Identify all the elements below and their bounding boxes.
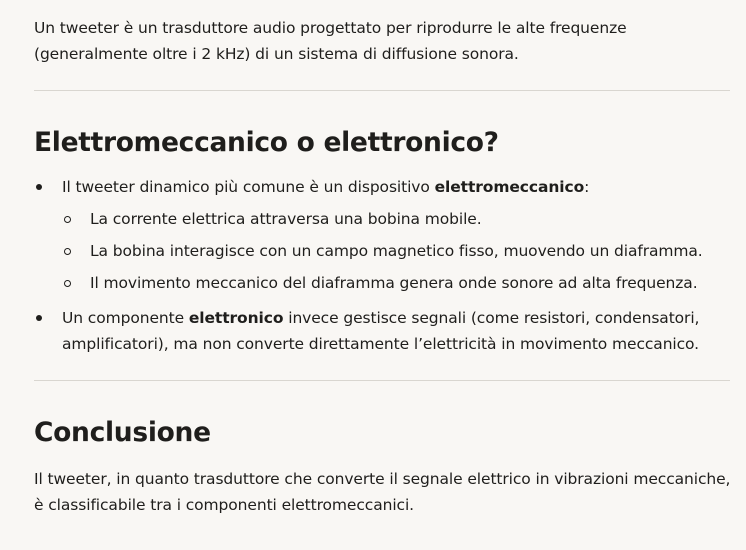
list-item-text: invece gestisce segnali (come resistori, condensatori, amplificatori), ma non converte direttamente l’elettricità in movimento meccanico. — [62, 309, 700, 353]
bullet-list — [34, 174, 734, 357]
divider — [34, 90, 730, 91]
list-item — [34, 174, 734, 296]
bold-term: elettromeccanico — [434, 178, 585, 196]
sub-list-item: La bobina interagisce con un campo magnetico fisso, muovendo un diaframma. — [62, 238, 734, 264]
conclusion-paragraph: Il tweeter, in quanto trasduttore che converte il segnale elettrico in vibrazioni meccaniche, è classificabile tra i componenti elettromeccanici. — [34, 470, 731, 514]
sub-list-item: La corrente elettrica attraversa una bobina mobile. — [62, 206, 734, 232]
list-item — [34, 305, 734, 357]
intro-paragraph: Un tweeter è un trasduttore audio progettato per riprodurre le alte frequenze (generalmente oltre i 2 kHz) di un sistema di diffusione sonora. — [34, 19, 627, 63]
list-item-text: Un componente — [62, 309, 189, 327]
sub-list — [62, 206, 734, 296]
section-heading-conclusione: Conclusione — [34, 417, 211, 448]
sub-list-item: Il movimento meccanico del diaframma genera onde sonore ad alta frequenza. — [62, 270, 734, 296]
document-body — [34, 15, 734, 518]
divider — [34, 380, 730, 381]
section-heading-elettromeccanico: Elettromeccanico o elettronico? — [34, 127, 499, 158]
bold-term: elettronico — [188, 309, 284, 327]
list-item-text: : — [584, 178, 590, 196]
list-item-text: Il tweeter dinamico più comune è un dispositivo — [62, 178, 435, 196]
